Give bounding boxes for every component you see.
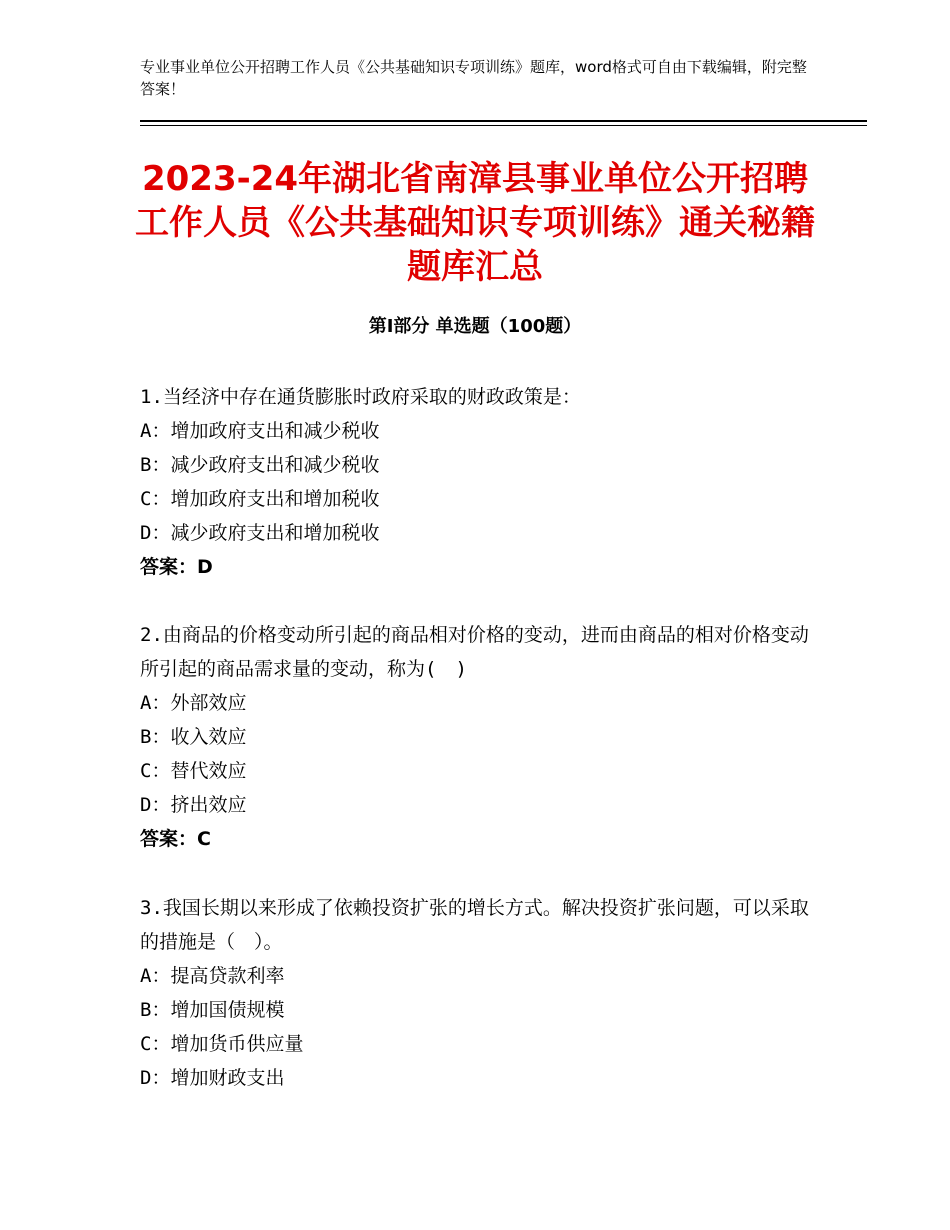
section-title: 第Ⅰ部分 单选题（100题） — [368, 316, 582, 337]
option-c: C：增加货币供应量 — [140, 1033, 304, 1055]
option-a: A：外部效应 — [140, 692, 247, 714]
answer: 答案：D — [140, 556, 213, 578]
header-divider-thick — [140, 120, 867, 122]
document-title: 2023-24年湖北省南漳县事业单位公开招聘工作人员《公共基础知识专项训练》通关秘籍题库汇总 — [135, 159, 815, 287]
option-c: C：替代效应 — [140, 760, 247, 782]
option-c: C：增加政府支出和增加税收 — [140, 488, 380, 510]
option-a: A：提高贷款利率 — [140, 965, 285, 987]
question-stem: 1.当经济中存在通货膨胀时政府采取的财政政策是： — [140, 386, 581, 408]
header-divider-thin — [140, 125, 867, 126]
option-d: D：挤出效应 — [140, 794, 247, 816]
option-b: B：收入效应 — [140, 726, 247, 748]
question-stem: 3.我国长期以来形成了依赖投资扩张的增长方式。解决投资扩张问题，可以采取的措施是（ ）。 — [140, 897, 809, 953]
option-d: D：增加财政支出 — [140, 1067, 285, 1089]
header-note: 专业事业单位公开招聘工作人员《公共基础知识专项训练》题库，word格式可自由下载编辑，附完整答案！ — [140, 58, 807, 98]
question-stem: 2.由商品的价格变动所引起的商品相对价格的变动，进而由商品的相对价格变动所引起的商品需求量的变动，称为( ) — [140, 624, 809, 680]
question-2 — [140, 618, 820, 856]
option-b: B：增加国债规模 — [140, 999, 285, 1021]
answer: 答案：C — [140, 828, 211, 850]
option-b: B：减少政府支出和减少税收 — [140, 454, 380, 476]
question-1 — [140, 380, 820, 584]
option-a: A：增加政府支出和减少税收 — [140, 420, 380, 442]
question-3 — [140, 891, 820, 1095]
option-d: D：减少政府支出和增加税收 — [140, 522, 380, 544]
